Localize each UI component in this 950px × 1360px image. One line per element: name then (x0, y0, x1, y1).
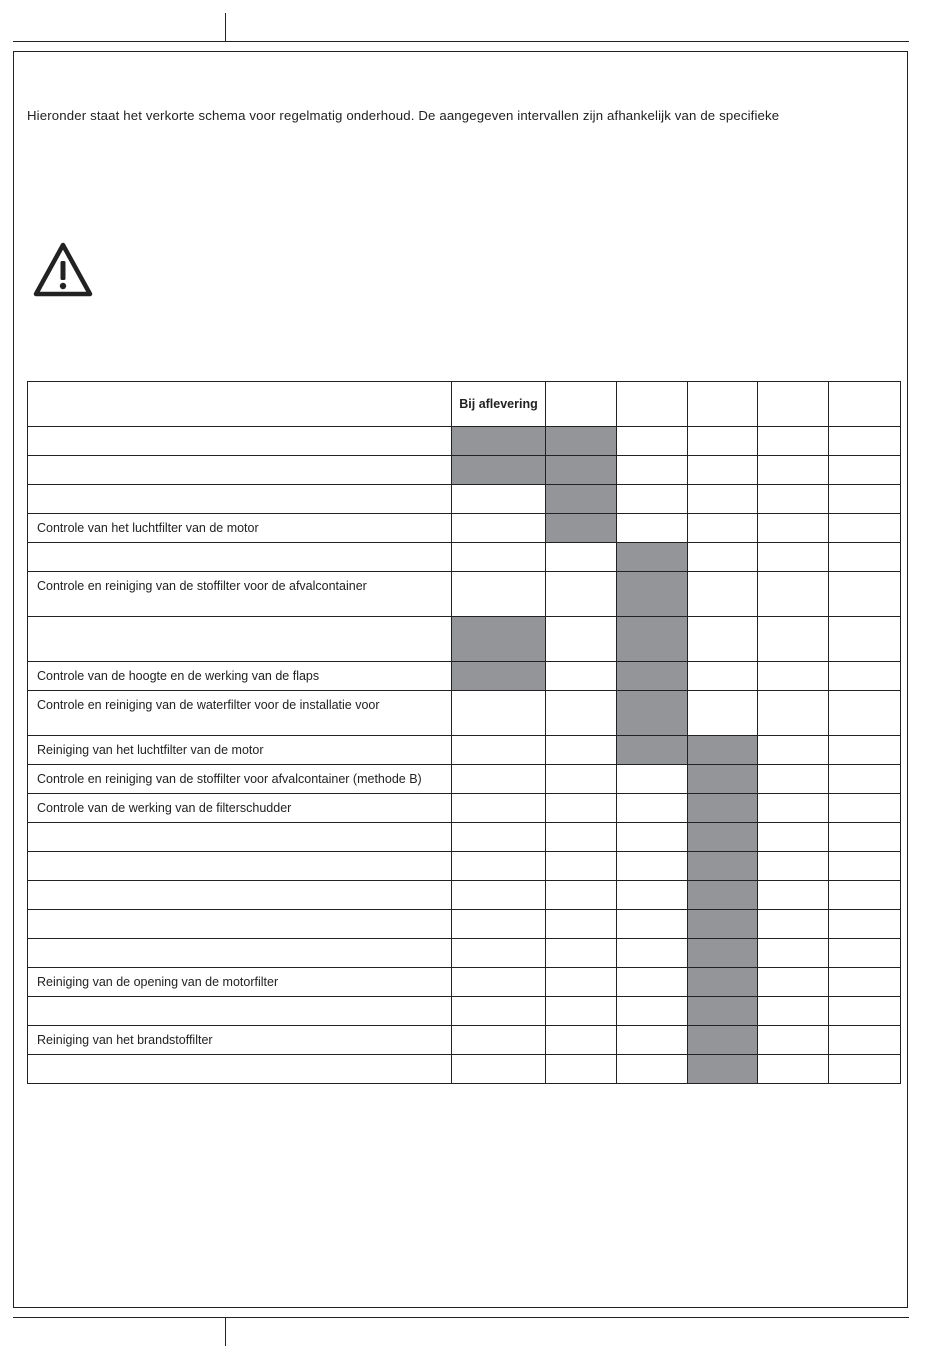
interval-cell (688, 514, 758, 543)
task-label (28, 997, 452, 1026)
warning-triangle-icon (32, 241, 94, 299)
interval-cell (617, 765, 688, 794)
interval-cell-marked (688, 794, 758, 823)
interval-cell (617, 1026, 688, 1055)
interval-cell (758, 736, 829, 765)
interval-cell (546, 1055, 617, 1084)
interval-cell (758, 691, 829, 736)
task-label (28, 852, 452, 881)
interval-cell (758, 456, 829, 485)
table-row (28, 1055, 901, 1084)
interval-cell-marked (688, 1055, 758, 1084)
interval-cell (452, 997, 546, 1026)
interval-cell (617, 1055, 688, 1084)
table-row (28, 881, 901, 910)
interval-cell (829, 427, 901, 456)
interval-cell (546, 765, 617, 794)
interval-cell (829, 572, 901, 617)
interval-cell (688, 485, 758, 514)
interval-cell (758, 662, 829, 691)
task-label: Reiniging van het luchtfilter van de motor (28, 736, 452, 765)
table-row (28, 736, 901, 765)
header-cell (28, 382, 452, 427)
task-label: Reiniging van het brandstoffilter (28, 1026, 452, 1055)
interval-cell (546, 572, 617, 617)
interval-cell-marked (617, 691, 688, 736)
table-row (28, 765, 901, 794)
task-label (28, 456, 452, 485)
header-cell (617, 382, 688, 427)
interval-cell (452, 968, 546, 997)
interval-cell (452, 881, 546, 910)
interval-cell (829, 794, 901, 823)
interval-cell (829, 881, 901, 910)
interval-cell-marked (688, 1026, 758, 1055)
interval-cell (758, 939, 829, 968)
interval-cell (758, 881, 829, 910)
interval-cell-marked (617, 662, 688, 691)
table-row (28, 852, 901, 881)
interval-cell (829, 662, 901, 691)
interval-cell (829, 765, 901, 794)
interval-cell (617, 823, 688, 852)
interval-cell (452, 823, 546, 852)
interval-cell (452, 485, 546, 514)
table-row (28, 794, 901, 823)
intro-paragraph: Hieronder staat het verkorte schema voor regelmatig onderhoud. De aangegeven intervallen zijn afhankelijk van de specifieke (27, 108, 780, 123)
task-label: Controle en reiniging van de stoffilter voor afvalcontainer (methode B) (28, 765, 452, 794)
interval-cell (758, 794, 829, 823)
interval-cell (452, 794, 546, 823)
task-label: Controle van het luchtfilter van de motor (28, 514, 452, 543)
interval-cell (546, 662, 617, 691)
interval-cell (546, 1026, 617, 1055)
maintenance-schedule-table (27, 381, 901, 1084)
interval-cell (829, 543, 901, 572)
table-row (28, 910, 901, 939)
interval-cell (758, 514, 829, 543)
interval-cell (829, 736, 901, 765)
interval-cell (617, 939, 688, 968)
interval-cell (546, 794, 617, 823)
interval-cell (688, 543, 758, 572)
interval-cell-marked (617, 543, 688, 572)
interval-cell (829, 939, 901, 968)
interval-cell-marked (617, 736, 688, 765)
interval-cell (452, 1055, 546, 1084)
interval-cell (452, 852, 546, 881)
interval-cell (452, 572, 546, 617)
table-row (28, 617, 901, 662)
interval-cell (546, 543, 617, 572)
table-row (28, 997, 901, 1026)
interval-cell (758, 427, 829, 456)
interval-cell (758, 617, 829, 662)
footer-divider (225, 1317, 226, 1346)
interval-cell-marked (688, 736, 758, 765)
interval-cell (758, 997, 829, 1026)
interval-cell (829, 691, 901, 736)
interval-cell (829, 514, 901, 543)
interval-cell-marked (688, 881, 758, 910)
table-row (28, 514, 901, 543)
interval-cell (617, 968, 688, 997)
interval-cell (452, 910, 546, 939)
interval-cell (758, 543, 829, 572)
header-cell (758, 382, 829, 427)
interval-cell (546, 736, 617, 765)
interval-cell (829, 968, 901, 997)
task-label (28, 485, 452, 514)
interval-cell-marked (617, 617, 688, 662)
interval-cell (758, 910, 829, 939)
interval-cell (688, 427, 758, 456)
table-row (28, 572, 901, 617)
table-row (28, 1026, 901, 1055)
interval-cell (452, 543, 546, 572)
interval-cell (546, 910, 617, 939)
interval-cell (617, 456, 688, 485)
interval-cell (829, 852, 901, 881)
header-cell (688, 382, 758, 427)
interval-cell-marked (452, 456, 546, 485)
header-cell-delivery: Bij aflevering (452, 382, 546, 427)
task-label (28, 1055, 452, 1084)
interval-cell (829, 1026, 901, 1055)
interval-cell (758, 968, 829, 997)
task-label (28, 427, 452, 456)
interval-cell-marked (452, 662, 546, 691)
interval-cell (617, 852, 688, 881)
interval-cell-marked (688, 823, 758, 852)
interval-cell (546, 823, 617, 852)
table-row (28, 823, 901, 852)
interval-cell-marked (452, 427, 546, 456)
interval-cell (546, 852, 617, 881)
task-label: Reiniging van de opening van de motorfilter (28, 968, 452, 997)
interval-cell (758, 823, 829, 852)
interval-cell (617, 514, 688, 543)
interval-cell (452, 765, 546, 794)
interval-cell (617, 910, 688, 939)
interval-cell (546, 691, 617, 736)
interval-cell-marked (617, 572, 688, 617)
task-label: Controle van de werking van de filterschudder (28, 794, 452, 823)
table-row (28, 939, 901, 968)
interval-cell-marked (688, 939, 758, 968)
table-header-row (28, 382, 901, 427)
task-label (28, 910, 452, 939)
interval-cell-marked (688, 765, 758, 794)
interval-cell (452, 736, 546, 765)
interval-cell (758, 1055, 829, 1084)
interval-cell (829, 910, 901, 939)
interval-cell (617, 794, 688, 823)
interval-cell (546, 939, 617, 968)
task-label (28, 939, 452, 968)
interval-cell-marked (546, 456, 617, 485)
interval-cell (829, 485, 901, 514)
task-label: Controle en reiniging van de waterfilter voor de installatie voor (28, 691, 452, 736)
interval-cell (758, 1026, 829, 1055)
interval-cell (546, 968, 617, 997)
table-row (28, 456, 901, 485)
table-row (28, 662, 901, 691)
interval-cell (546, 881, 617, 910)
task-label: Controle van de hoogte en de werking van de flaps (28, 662, 452, 691)
interval-cell (617, 997, 688, 1026)
interval-cell-marked (688, 852, 758, 881)
interval-cell-marked (688, 910, 758, 939)
task-label (28, 617, 452, 662)
interval-cell-marked (688, 997, 758, 1026)
header-cell (546, 382, 617, 427)
interval-cell (829, 1055, 901, 1084)
task-label (28, 543, 452, 572)
task-label: Controle en reiniging van de stoffilter voor de afvalcontainer (28, 572, 452, 617)
interval-cell (688, 617, 758, 662)
interval-cell-marked (546, 485, 617, 514)
table-row (28, 485, 901, 514)
interval-cell (452, 939, 546, 968)
interval-cell (829, 617, 901, 662)
interval-cell (617, 485, 688, 514)
interval-cell (758, 485, 829, 514)
interval-cell (452, 1026, 546, 1055)
interval-cell (546, 997, 617, 1026)
interval-cell-marked (688, 968, 758, 997)
interval-cell-marked (546, 427, 617, 456)
table-row (28, 691, 901, 736)
table-row (28, 427, 901, 456)
interval-cell (546, 617, 617, 662)
table-row (28, 968, 901, 997)
footer-rule (13, 1317, 909, 1318)
interval-cell-marked (452, 617, 546, 662)
interval-cell (829, 997, 901, 1026)
interval-cell (758, 572, 829, 617)
header-rule (13, 41, 909, 42)
interval-cell (688, 456, 758, 485)
task-label (28, 881, 452, 910)
interval-cell (688, 691, 758, 736)
header-divider (225, 13, 226, 41)
interval-cell (758, 765, 829, 794)
interval-cell (829, 823, 901, 852)
interval-cell (758, 852, 829, 881)
interval-cell (688, 662, 758, 691)
interval-cell-marked (546, 514, 617, 543)
interval-cell (617, 881, 688, 910)
table-row (28, 543, 901, 572)
interval-cell (688, 572, 758, 617)
interval-cell (829, 456, 901, 485)
interval-cell (452, 514, 546, 543)
header-cell (829, 382, 901, 427)
interval-cell (452, 691, 546, 736)
interval-cell (617, 427, 688, 456)
task-label (28, 823, 452, 852)
